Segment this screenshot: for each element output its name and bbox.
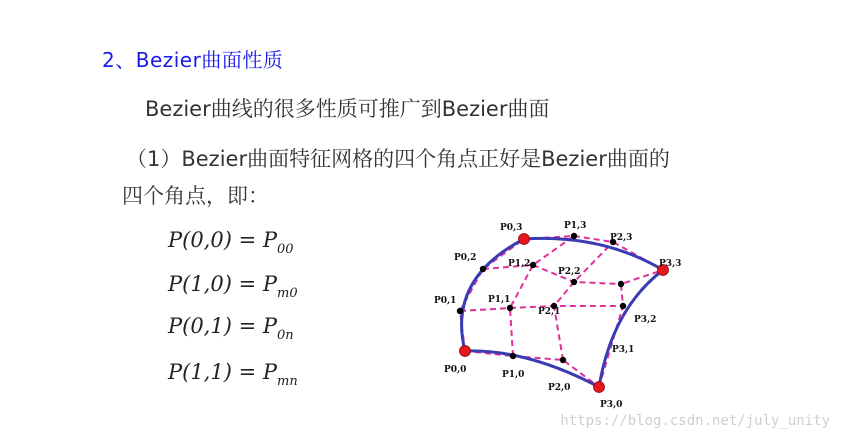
watermark-url: https://blog.csdn.net/july_unity [560,413,830,429]
corner-p03 [519,234,530,245]
label-p13: P1,3 [564,221,587,231]
point-p32 [618,281,624,287]
property-1-line-1: （1）Bezier曲面特征网格的四个角点正好是Bezier曲面的 [126,147,670,171]
label-p02: P0,2 [454,253,477,263]
surface-edge-right [599,270,663,387]
label-p23: P2,3 [610,233,633,243]
equation-p0n: $P(0,1) = P_{0n}$ [168,314,294,343]
equation-p00: $P(0,0) = P_{00}$ [168,228,294,257]
point-p20 [560,357,566,363]
label-p30: P3,0 [600,400,623,410]
point-p11 [507,305,513,311]
intro-text: Bezier曲线的很多性质可推广到Bezier曲面 [145,97,550,121]
point-p22 [571,279,577,285]
point-p02 [480,266,486,272]
corner-p00 [460,346,471,357]
label-p31: P3,1 [612,345,635,355]
point-p10 [510,353,516,359]
equation-pm0: $P(1,0) = P_{m0}$ [168,272,298,301]
point-p31 [620,303,626,309]
surface-edge-bottom [465,351,599,387]
surface-edge-top [524,238,663,270]
label-p22: P2,2 [558,267,581,277]
label-p20: P2,0 [548,383,571,393]
label-p32: P3,2 [634,315,657,325]
label-p21: P2,1 [538,307,561,317]
label-p10: P1,0 [502,370,525,380]
equation-pmn: $P(1,1) = P_{mn}$ [168,360,298,389]
label-p03: P0,3 [500,223,523,233]
control-points [457,233,626,363]
label-p00: P0,0 [444,365,467,375]
label-p11: P1,1 [488,295,511,305]
section-heading: 2、Bezier曲面性质 [102,48,284,72]
bezier-surface-diagram [432,214,684,410]
point-p12 [530,262,536,268]
point-p13 [571,233,577,239]
label-p33: P3,3 [659,259,682,269]
bezier-surface-figure [432,214,684,410]
corner-p30 [594,382,605,393]
property-1-line-2: 四个角点，即： [122,184,269,208]
label-p01: P0,1 [434,296,457,306]
label-p12: P1,2 [508,259,531,269]
control-net [460,236,663,387]
point-p01 [457,308,463,314]
